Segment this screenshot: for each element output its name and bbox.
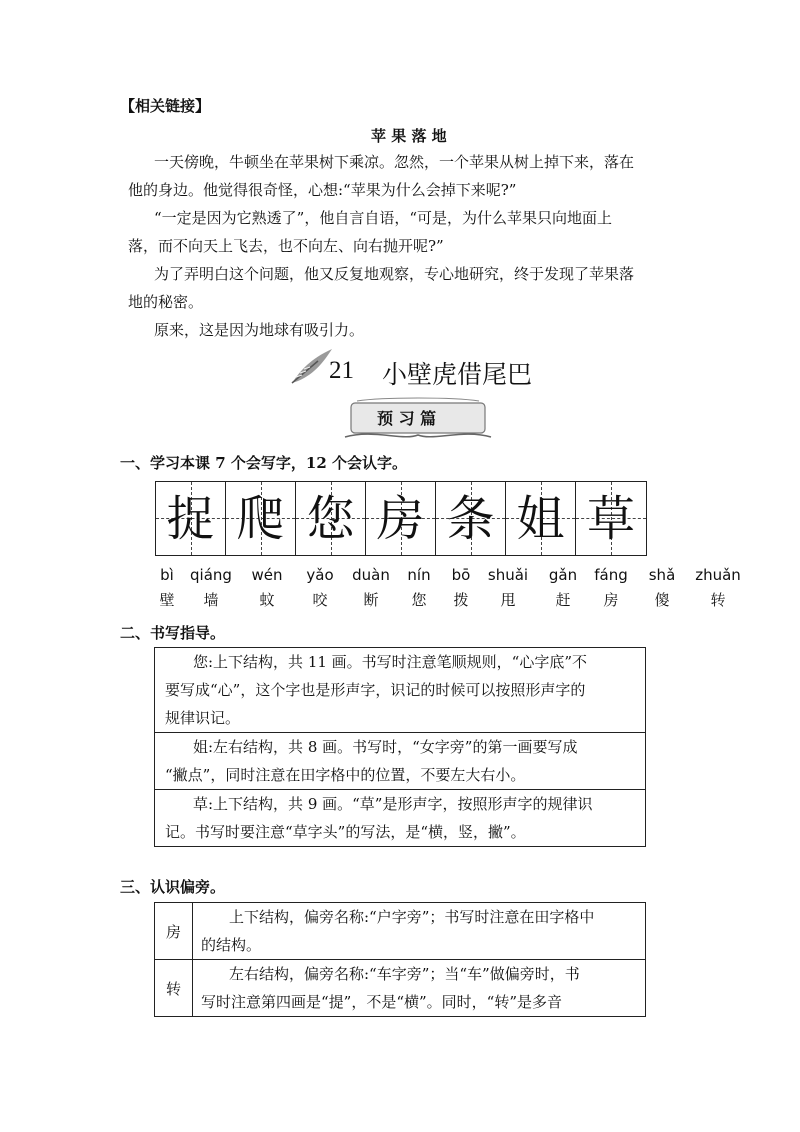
read-char: 咬 [312,591,328,609]
write-char: 房 [376,490,425,547]
guide-line: 草:上下结构，共 9 画。“草”是形声字，按照形声字的规律识 [193,795,593,813]
pinyin-label: bō [451,566,471,584]
write-char: 您 [306,490,355,547]
guide-line: “撇点”，同时注意在田字格中的位置，不要左大右小。 [165,766,526,784]
story-line: 地的秘密。 [128,293,204,311]
pinyin-label: duàn [352,566,390,584]
tianzige-grid [155,481,647,556]
guide-line: 要写成“心”，这个字也是形声字，识记的时候可以按照形声字的 [165,681,586,699]
story-body [128,148,668,344]
read-char: 蚊 [259,591,275,609]
lesson-title: 小壁虎借尾巴 [382,360,533,389]
guide-line: 记。书写时要注意“草字头”的写法，是“横，竖，撇”。 [165,823,526,841]
pinyin-label: bì [160,566,174,584]
pinyin-label: qiáng [190,566,232,584]
pinyin-label: yǎo [306,566,334,584]
grid-cell [156,482,226,555]
story-title: 苹 果 落 地 [371,127,447,145]
grid-cell [436,482,506,555]
grid-cell [296,482,366,555]
section1-heading: 一、学习本课 7 个会写字，12 个会认字。 [120,454,407,472]
writing-guide-box [154,647,646,847]
pinyin-label: nín [407,566,431,584]
write-char: 姐 [516,490,565,547]
write-char: 爬 [236,490,285,547]
section2-heading: 二、书写指导。 [120,624,226,642]
pinyin-label: shuǎi [487,566,529,584]
grid-cell [576,482,646,555]
read-char: 拨 [453,591,469,609]
radical-row [155,903,645,960]
write-char: 捉 [166,490,215,547]
radical-desc [193,960,645,1016]
guide-row [155,790,645,846]
read-char: 墙 [203,591,219,609]
story-line: 原来，这是因为地球有吸引力。 [154,321,365,339]
radical-line: 左右结构，偏旁名称:“车字旁”；当“车”做偏旁时，书 [229,965,580,983]
radical-table [154,902,646,1017]
guide-line: 您:上下结构，共 11 画。书写时注意笔顺规则，“心字底”不 [193,653,588,671]
grid-cell [366,482,436,555]
story-line: 为了弄明白这个问题，他又反复地观察，专心地研究，终于发现了苹果落 [154,265,635,283]
section-banner-label: 预 习 篇 [377,409,437,428]
lesson-number: 21 [329,357,354,384]
pinyin-label: gǎn [548,566,578,584]
guide-row [155,733,645,790]
guide-row [155,648,645,733]
read-char: 转 [710,591,726,609]
radical-line: 的结构。 [201,936,262,954]
pinyin-label: fáng [594,566,628,584]
write-char: 草 [586,490,635,547]
pinyin-label: shǎ [648,566,676,584]
radical-char: 房 [155,903,193,959]
read-char: 您 [411,591,427,609]
radical-row [155,960,645,1016]
link-header: 【相关链接】 [120,97,211,115]
read-char: 傻 [654,591,670,609]
section3-heading: 三、认识偏旁。 [120,878,226,896]
guide-line: 姐:左右结构，共 8 画。书写时，“女字旁”的第一画要写成 [193,738,578,756]
story-line: “一定是因为它熟透了”，他自言自语，“可是，为什么苹果只向地面上 [154,209,613,227]
radical-line: 上下结构，偏旁名称:“户字旁”；书写时注意在田字格中 [229,908,595,926]
radical-desc [193,903,645,959]
radical-char: 转 [155,960,193,1016]
read-char: 断 [363,591,379,609]
grid-cell [506,482,576,555]
grid-cell [226,482,296,555]
read-char: 房 [603,591,619,609]
story-line: 一天傍晚，牛顿坐在苹果树下乘凉。忽然，一个苹果从树上掉下来，落在 [154,153,635,171]
read-char: 壁 [159,591,175,609]
read-char: 赶 [555,591,571,609]
read-char: 甩 [500,591,516,609]
pinyin-label: zhuǎn [695,566,741,584]
write-char: 条 [446,490,495,547]
story-line: 落，而不向天上飞去，也不向左、向右抛开呢?” [128,237,444,255]
story-line: 他的身边。他觉得很奇怪，心想:“苹果为什么会掉下来呢?” [128,181,517,199]
pinyin-label: wén [251,566,283,584]
radical-line: 写时注意第四画是“提”，不是“横”。同时，“转”是多音 [201,993,563,1011]
guide-line: 规律识记。 [165,709,241,727]
